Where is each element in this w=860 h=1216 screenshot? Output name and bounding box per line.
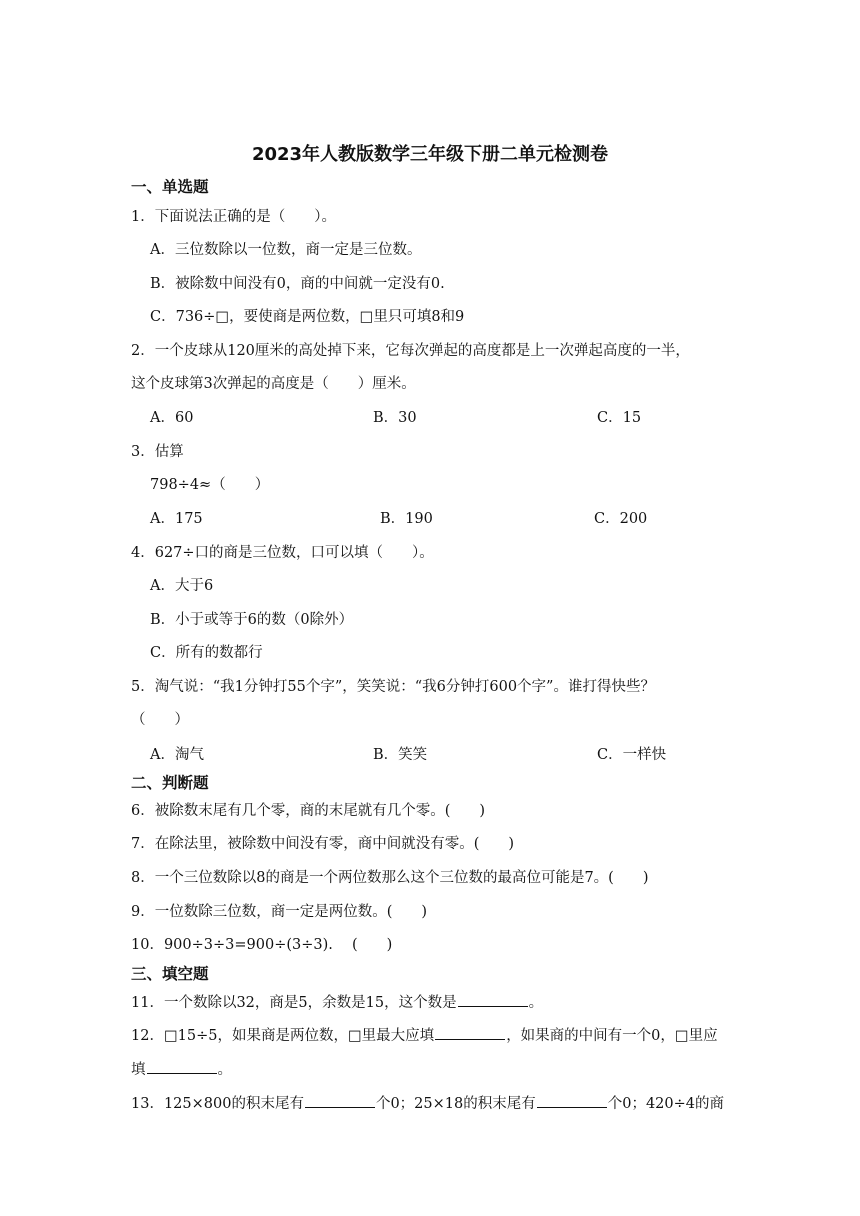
question-3-expression: 798÷4≈（ ）	[150, 477, 270, 493]
question-1-option-a: A．三位数除以一位数，商一定是三位数。	[150, 242, 422, 258]
question-9: 9．一位数除三位数，商一定是两位数。( )	[131, 904, 428, 920]
question-5-stem-line2: （ ）	[131, 712, 189, 728]
question-1-option-b: B．被除数中间没有0，商的中间就一定没有0.	[150, 276, 445, 292]
question-5-option-c: C．一样快	[597, 747, 667, 763]
question-12-line1	[131, 1024, 718, 1045]
question-1-stem: 1．下面说法正确的是（ ）。	[131, 209, 336, 225]
section-heading-fill-in: 三、填空题	[131, 965, 209, 983]
question-13	[131, 1092, 724, 1113]
question-8: 8．一个三位数除以8的商是一个两位数那么这个三位数的最高位可能是7。( )	[131, 870, 649, 886]
question-2-option-b: B．30	[373, 410, 417, 426]
question-2-stem-line2: 这个皮球第3次弹起的高度是（ ）厘米。	[131, 376, 416, 392]
answer-blank[interactable]	[305, 1093, 375, 1108]
question-1-option-c: C．736÷□，要使商是两位数，□里只可填8和9	[150, 309, 465, 325]
question-12-text: 12．□15÷5，如果商是两位数，□里最大应填	[131, 1028, 435, 1044]
question-3-stem: 3．估算	[131, 444, 184, 460]
question-4-option-a: A．大于6	[150, 578, 214, 594]
question-3-option-a: A．175	[150, 511, 203, 527]
question-6: 6．被除数末尾有几个零，商的末尾就有几个零。( )	[131, 803, 486, 819]
answer-blank[interactable]	[435, 1025, 505, 1040]
section-heading-single-choice: 一、单选题	[131, 178, 209, 196]
question-2-option-a: A．60	[150, 410, 194, 426]
question-4-stem: 4．627÷口的商是三位数，口可以填（ ）。	[131, 545, 434, 561]
question-3-option-b: B．190	[380, 511, 433, 527]
question-10: 10．900÷3÷3=900÷(3÷3). ( )	[131, 937, 393, 953]
question-5-option-b: B．笑笑	[373, 747, 428, 763]
question-5-stem-line1: 5．淘气说：“我1分钟打55个字”，笑笑说：“我6分钟打600个字”。谁打得快些？	[131, 679, 655, 695]
section-heading-true-false: 二、判断题	[131, 774, 209, 792]
question-11-text: 11．一个数除以32，商是5，余数是15，这个数是	[131, 995, 457, 1011]
question-12-text-line2: 填	[131, 1062, 146, 1078]
page-title: 2023年人教版数学三年级下册二单元检测卷	[251, 144, 609, 165]
question-12-line2	[131, 1058, 232, 1079]
question-13-text: 13．125×800的积末尾有	[131, 1096, 304, 1112]
question-13-text-mid1: 个0；25×18的积末尾有	[375, 1096, 536, 1112]
question-5-option-a: A．淘气	[150, 747, 204, 763]
question-12-end: 。	[217, 1062, 232, 1078]
question-4-option-c: C．所有的数都行	[150, 645, 263, 661]
question-13-text-mid2: 个0；420÷4的商	[607, 1096, 725, 1112]
answer-blank[interactable]	[458, 992, 528, 1007]
question-11-end: 。	[528, 995, 544, 1011]
question-3-option-c: C．200	[594, 511, 648, 527]
question-11	[131, 991, 543, 1012]
question-2-stem-line1: 2．一个皮球从120厘米的高处掉下来，它每次弹起的高度都是上一次弹起高度的一半，	[131, 343, 690, 359]
question-7: 7．在除法里，被除数中间没有零，商中间就没有零。( )	[131, 836, 515, 852]
question-2-option-c: C．15	[597, 410, 642, 426]
question-4-option-b: B．小于或等于6的数（0除外）	[150, 612, 354, 628]
question-12-text-mid: ，如果商的中间有一个0，□里应	[506, 1028, 718, 1044]
answer-blank[interactable]	[537, 1093, 607, 1108]
answer-blank[interactable]	[147, 1059, 217, 1074]
